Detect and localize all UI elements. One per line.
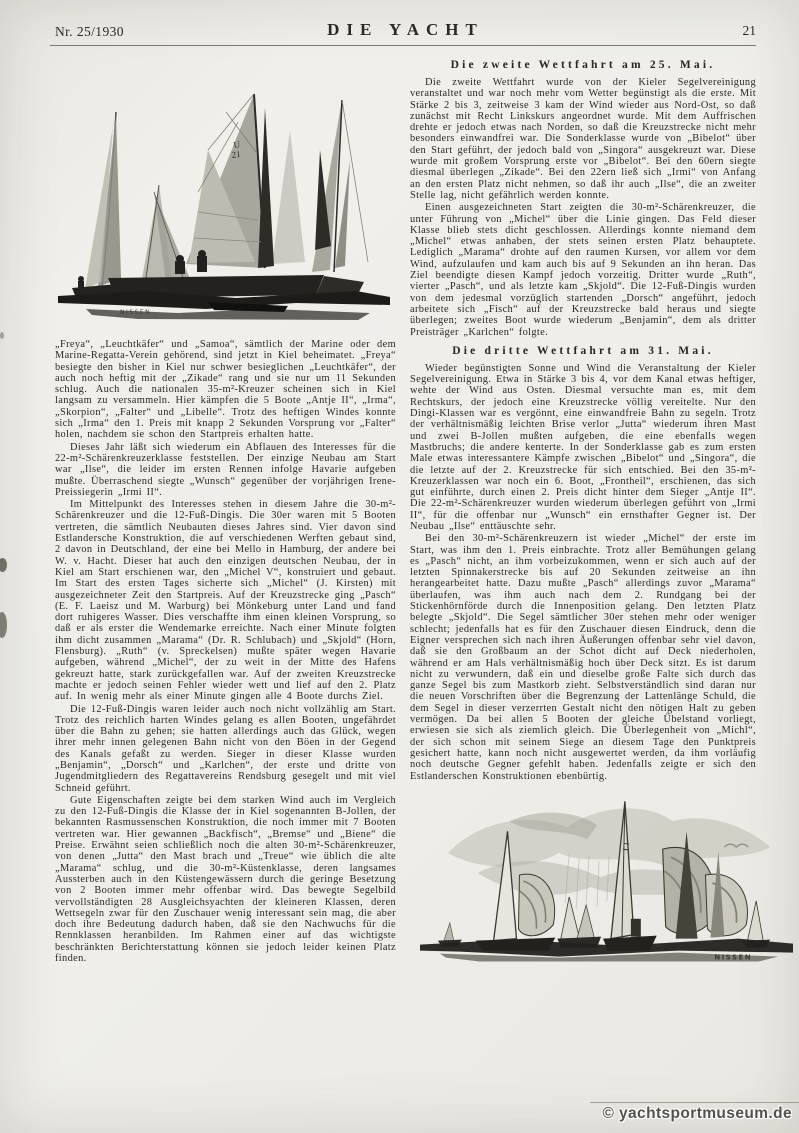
header-rule <box>50 45 756 46</box>
scan-edge-line <box>590 1102 799 1103</box>
binding-mark <box>0 558 7 572</box>
left-column-text <box>55 339 396 964</box>
paragraph: Wieder begünstigten Sonne und Wind die Veranstaltung der Kieler Segelvereinigung. Etwa in Stärke 3 bis 4, vor dem Kanal etwas heftiger, wehte der Wind aus Osten. Diesmal versuchte man es, mit dem Rechtskurs, der jedoch eine Kreuzstrecke völlig vereitelte. Nur den Dingi-Klassen war es vergönnt, eine einwandfreie Bahn zu segeln. Trotz der verhältnismäßig leichten Brise verlor „Jutta“ wiederum ihren Mast und zwei B-Jollen mußten aufgeben, die eine ebenfalls wegen Mastbruchs; die andere kenterte. In der Sonderklasse gab es zum ersten Male etwas interessantere Kämpfe zwischen „Bibelot“ und „Singora“, die die letzte auf der 2. Kreuzstrecke für sich entschied. Bei den 35-m²-Kreuzerklassen war noch ein 6. Boot, „Frontheil“, erschienen, das sich gut einführte, durch einen 2. Preis dicht hinter dem Sieger „Antje II“. Die 22-m²-Schärenkreuzer wurden wiederum überlegen geführt von „Irmi II“, für die offenbar nur „Wunsch“ ein ernsthafter Gegner ist. Der Neubau „Ilse“ enttäuschte sehr. <box>410 362 756 532</box>
paragraph: Die zweite Wettfahrt wurde von der Kieler Segelvereinigung veranstaltet und war noch mehr vom Wetter begünstigt als die erste. Mit Stärke 2 bis 3, zeitweise 3 kam der Wind wieder aus Nord-Ost, so daß zunächst mit Recht Linkskurs angeordnet wurde. Mit dem Auffrischen drehte er jedoch etwas nach Norden, so daß die Kreuzstrecke nicht mehr besonders einwandfrei war. Die Sonderklasse wurde von „Bibelot“ über den Start geführt, der jedoch bald von „Singora“ ausgekreuzt war. Diese wurde mit großem Vorsprung erste vor „Bibelot“. Bei den 60ern siegte diesmal überlegen „Zikade“. Bei den 22ern ließ sich „Irmi“ von Anfang an den ersten Platz nicht nehmen, so daß ihr auch „Ilse“, die an zweiter Stelle lag, nicht gefährlich werden konnte. <box>410 77 756 201</box>
second-race-text <box>410 77 756 338</box>
page-number: 21 <box>742 23 756 38</box>
sail-marking-letter: U <box>232 139 241 150</box>
sail-marking-number: 21 <box>230 148 242 160</box>
paragraph: Gute Eigenschaften zeigte bei dem starken Wind auch im Vergleich zu den 12-Fuß-Dingis die Klasse der in Kiel sogenannten B-Jollen, der bekannten Rasmussenschen Konstruktion, die noch immer mit 7 Booten vertreten war. Hier gewannen „Backfisch“, „Bremse“ und „Biene“ die Preise. Erwähnt seien schließlich noch die alten 30-m²-Schärenkreuzer, von denen „Jutta“ den Mast brach und „Treue“ wie üblich die alte „Marama“ schlug, und die 30-m²-Küstenklasse, deren langsames Aussterben auch in den Küstengewässern durch die geringe Besetzung von 2 Booten immer mehr offenbar wird. Das bewegte Segelbild vervollständigten 28 Ausgleichsyachten der kleineren Klassen, deren Wettsegeln zwar für den Zuschauer wenig interessant sein mag, die aber doch ihre Bedeutung dadurch haben, daß sie den Nachwuchs für die Rennklassen heranbilden. Im Rahmen einer auf das wichtigste beschränkten Berichterstattung können sie jedoch leider keinen Platz finden. <box>55 794 396 965</box>
issue-number: Nr. 25/1930 <box>55 24 124 39</box>
section-heading-second-race: Die zweite Wettfahrt am 25. Mai. <box>450 59 716 71</box>
section-heading-third-race: Die dritte Wettfahrt am 31. Mai. <box>452 344 714 357</box>
artist-signature: NISSEN <box>714 953 753 962</box>
artist-signature: NISSEN <box>120 309 152 316</box>
spinnaker-run-drawing <box>420 791 793 963</box>
spinnaker-run-illustration <box>410 783 756 968</box>
left-column <box>55 48 396 965</box>
paragraph: Bei den 30-m²-Schärenkreuzern ist wieder „Michel“ der erste im Start, was ihm den 1. Preis einbrachte. Trotz aller Bemühungen gelang es „Pasch“ nicht, an ihm vorbeizukommen, wenn er sich auch auf der letzten Spinnakerstrecke bis auf 20 Sekunden zeitweise an ihn herangearbeitet hatte. Dazu mußte „Pasch“ allerdings zuvor „Marama“ überlaufen, was ihm auch nach dem 2. Rundgang bei der Stickenhörnförde durch die Innenposition gelang. Den letzten Platz belegte „Skjold“. Die Segel sämtlicher 30er stehen mehr oder weniger schlecht; jedenfalls hat es für den Zuschauer diesen Eindruck, denn die Eigner versprechen sich nach ihren Äußerungen offenbar sehr viel davon, daß sie den Großbaum an der Schot dicht auf Deck niederholen, während er am Hals verhältnismäßig hoch über Deck sitzt. Es ist darum nicht zu verwundern, daß ein und dieselbe große Falte sich durch das ganze Segel bis zum Mastkorb zieht. Selbstverständlich sind daran nur die neuen Vorschriften über die Begrenzung der Lattenlänge Schuld, die dem Segel in dieser verzerrten Gestalt nicht den nötigen Halt zu geben vermögen. Da bei allen 5 Booten der gleiche Übelstand vorliegt, erwiesen sie sich als ziemlich gleich. Die Überlegenheit von „Michl“, der sich schon mit seinem Siege an diesem Tage den Punktpreis gesichert hatte, kann noch nicht ausgewertet werden, da ihm vorläufig noch deutsche Gegner gefehlt haben. Jedenfalls zeigte er sich den Estlanderschen Konstruktionen ebenbürtig. <box>410 533 756 782</box>
third-race-text <box>410 363 756 782</box>
paragraph: Einen ausgezeichneten Start zeigten die 30-m²-Schärenkreuzer, die unter Führung von „Michel“ über die Linie gingen. Das Feld dieser Klasse blieb stets dicht geschlossen. Allerdings konnte niemand dem „Michel“ etwas anhaben, der stets seinen ersten Platz behauptete. Lediglich „Marama“ drohte auf den raumen Kursen, vor allem vor dem Wind, aufzulaufen und kam auch bis auf 9 Sekunden an ihn heran. Das Ziel beendigte diesen Kampf jedoch vorzeitig. Dritter wurde „Ruth“, vierter „Pasch“, und als letzte kam „Skjold“. Die 12-Fuß-Dingis wurden von dem jedesmal vorzüglich startenden „Dorsch“ angeführt, jedoch arbeitete sich „Fisch“ auf der Kreuzstrecke bald heraus und siegte überlegen; zweites Boot wurde wiederum „Benjamin“, dem als dritter Preisträger „Karlchen“ folgte. <box>410 202 756 338</box>
paragraph: „Freya“, „Leuchtkäfer“ und „Samoa“, sämtlich der Marine oder dem Marine-Regatta-Verein gehörend, sind jetzt in Kiel beheimatet. „Freya“ besiegte den bisher in Kiel nur schwer besieglichen „Leuchtkäfer“, der auch noch heftig mit der „Zikade“ rang und sie nur um 11 Sekunden schlug. Auch die nationalen 35-m²-Kreuzer scheinen sich in Kiel langsam zu versammeln. Hier kämpfen die 5 Boote „Antje II“, „Irma“, „Skorpion“, „Falter“ und „Libelle“. Trotz des heftigen Windes konnte sich „Irma“ den 1. Preis mit knapp 2 Sekunden Vorsprung vor „Falter“ holen, nachdem sie schon den Startpreis erhalten hatte. <box>55 339 396 441</box>
paragraph: Die 12-Fuß-Dingis waren leider auch noch nicht vollzählig am Start. Trotz des reichlich harten Windes gelang es allen Booten, ungefährdet über die Bahn zu gehen; sie hatten allerdings auch das Glück, wegen ihrer mehr innen gelegenen Bahn nicht von den Böen in der Gegend des Kanals gefaßt zu werden. Sieger in dieser Klasse wurden „Benjamin“, „Dorsch“ und „Karlchen“, der erste und dritte von Jugendmitgliedern des Regattavereins Rendsburg gesegelt und mit viel Schneid geführt. <box>55 703 396 794</box>
binding-mark <box>0 332 4 339</box>
paragraph: Im Mittelpunkt des Interesses stehen in diesem Jahre die 30-m²-Schärenkreuzer und die 12-Fuß-Dingis. Die 30er waren mit 5 Booten vertreten, die sämtlich Neubauten dieses Jahres sind. Vier davon sind Estlandersche Konstruktion, die auf verschiedenen Werften gebaut sind, 2 davon in Deutschland, der eine bei Mello in Hamburg, der andere bei W. v. Hacht. Dieser hat auch den einzigen deutschen Neubau, der in Kiel am Start erschienen war, den „Michel V“, konstruiert und gebaut. Im Start des ersten Tages sicherte sich „Michel“ (J. Kirsten) mit ausgezeichneter Zeit den Startpreis. Auf der Kreuzstrecke ging „Pasch“ (E. F. Laeisz und M. Warburg) bei Mönkeburg unter Land und fand dort ruhigeres Wasser. Dies verschaffte ihm einen kleinen Vorsprung, so daß er als erster die Wendemarke erreichte. Nach einer Minute folgten ihm dicht zusammen „Marama“ (Dr. R. Schlubach) und „Skjold“ (Horn, Flensburg). „Ruth“ (v. Spreckelsen) mußte später wegen Havarie aufgeben, während „Michel“, der zu weit in der Mitte des Hafens gekreuzt hatte, stark zurückgefallen war. Auf der zweiten Kreuzstrecke machte er jedoch seinen Fehler wieder wett und lief auf den 2. Platz auf. In wenig mehr als einer Minute gingen alle 4 Boote durchs Ziel. <box>55 499 396 703</box>
sailboat-race-illustration <box>55 48 396 339</box>
page-header <box>55 20 756 44</box>
watermark: © yachtsportmuseum.de <box>602 1105 792 1122</box>
sailboat-race-drawing <box>58 92 390 324</box>
right-column <box>410 52 756 968</box>
paragraph: Dieses Jahr läßt sich wiederum ein Abflauen des Interesses für die 22-m²-Schärenkreuzerklasse feststellen. Der einzige Neubau am Start war „Ilse“, die leider im ersten Rennen infolge Havarie aufgeben mußte. Überraschend siegte „Wunsch“ gegenüber der vorjährigen Irene-Preissiegerin „Irmi II“. <box>55 441 396 498</box>
magazine-title: DIE YACHT <box>327 20 484 39</box>
binding-mark <box>0 612 7 638</box>
